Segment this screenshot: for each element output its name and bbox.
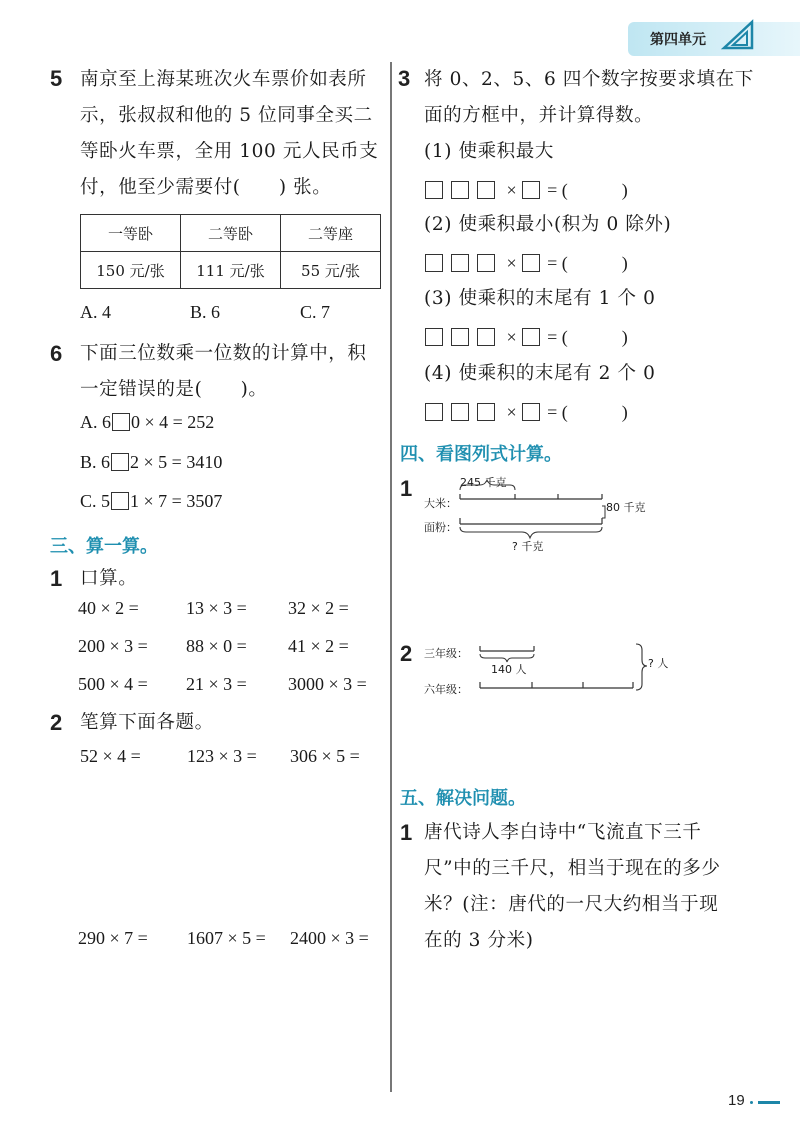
table-header-cell: 一等卧 [81, 215, 181, 252]
fare-table [80, 214, 381, 289]
blank-box[interactable] [451, 254, 469, 272]
calc-item: 21 × 3 = [186, 674, 247, 694]
box-row: × = ( ) [424, 398, 628, 424]
blank-box[interactable] [522, 328, 540, 346]
calc-item: 88 × 0 = [186, 636, 247, 656]
blank-box[interactable] [451, 181, 469, 199]
unknown-weight-label: ? 千克 [512, 540, 544, 553]
question-5-text: 南京至上海某班次火车票价如表所 示，张叔叔和他的 5 位同事全买二 等卧火车票，全用 100 元人民币支 付，他至少需要付( ) 张。 [80, 69, 379, 198]
sub-question: (3) 使乘积的末尾有 1 个 0 [424, 288, 656, 309]
grade3-label: 三年级： [424, 647, 468, 660]
question-number: 1 [400, 476, 413, 501]
unit-label: 第四单元 [650, 32, 706, 48]
box-row: × = ( ) [424, 323, 628, 349]
calc-item: 52 × 4 = [80, 746, 141, 766]
option-a: A. 4 [80, 302, 111, 322]
segment-diagram-1 [450, 472, 670, 542]
option-a: A. 6 0 × 4 = 252 [80, 412, 215, 432]
question-3-text: 将 0、2、5、6 四个数字按要求填在下 面的方框中，并计算得数。 [424, 69, 754, 126]
box-row: × = ( ) [424, 249, 628, 275]
option-c: C. 5 1 × 7 = 3507 [80, 491, 223, 511]
extra-weight-label: 80 千克 [606, 501, 646, 514]
question-title: 笔算下面各题。 [80, 712, 214, 733]
box-row: × = ( ) [424, 176, 628, 202]
calc-item: 500 × 4 = [78, 674, 148, 694]
column-divider [390, 62, 392, 1092]
calc-item: 40 × 2 = [78, 598, 139, 618]
grade3-count-label: 140 人 [491, 663, 527, 676]
option-c: C. 7 [300, 302, 331, 322]
table-header-cell: 二等座 [281, 215, 381, 252]
table-cell: 111 元/张 [181, 252, 281, 289]
calc-item: 41 × 2 = [288, 636, 349, 656]
question-number: 2 [50, 710, 63, 735]
table-cell: 150 元/张 [81, 252, 181, 289]
blank-box[interactable] [477, 403, 495, 421]
blank-box[interactable] [451, 328, 469, 346]
option-b: B. 6 [190, 302, 221, 322]
blank-box[interactable] [451, 403, 469, 421]
calc-item: 2400 × 3 = [290, 928, 369, 948]
calc-item: 306 × 5 = [290, 746, 360, 766]
blank-box[interactable] [111, 453, 129, 471]
sub-question: (2) 使乘积最小(积为 0 除外) [424, 214, 672, 235]
ruler-triangle-icon [720, 18, 760, 52]
blank-box[interactable] [522, 181, 540, 199]
blank-box[interactable] [425, 254, 443, 272]
question-number: 2 [400, 641, 413, 666]
section-title: 四、看图列式计算。 [400, 444, 562, 465]
question-number: 3 [398, 66, 411, 91]
blank-box[interactable] [425, 403, 443, 421]
question-6-text: 下面三位数乘一位数的计算中，积 一定错误的是( )。 [80, 343, 367, 400]
calc-item: 3000 × 3 = [288, 674, 367, 694]
section-title: 五、解决问题。 [400, 788, 526, 809]
grade6-label: 六年级： [424, 683, 468, 696]
question-number: 5 [50, 66, 63, 91]
flour-label: 面粉： [424, 521, 457, 534]
blank-box[interactable] [477, 328, 495, 346]
blank-box[interactable] [477, 181, 495, 199]
problem-1-text: 唐代诗人李白诗中“飞流直下三千 尺”中的三千尺，相当于现在的多少 米？(注：唐代的一尺大约相当于现 在的 3 分米) [424, 822, 721, 951]
blank-box[interactable] [425, 181, 443, 199]
calc-item: 1607 × 5 = [187, 928, 266, 948]
question-number: 1 [400, 820, 413, 845]
calc-item: 200 × 3 = [78, 636, 148, 656]
blank-box[interactable] [522, 254, 540, 272]
blank-box[interactable] [112, 413, 130, 431]
page-bar [758, 1101, 780, 1104]
blank-box[interactable] [111, 492, 129, 510]
table-cell: 55 元/张 [281, 252, 381, 289]
table-header-cell: 二等卧 [181, 215, 281, 252]
mental-calc-grid [78, 598, 388, 712]
blank-box[interactable] [425, 328, 443, 346]
sub-question: (4) 使乘积的末尾有 2 个 0 [424, 363, 656, 384]
calc-item: 123 × 3 = [187, 746, 257, 766]
calc-item: 13 × 3 = [186, 598, 247, 618]
question-title: 口算。 [80, 568, 138, 589]
question-number: 6 [50, 341, 63, 366]
rice-weight-label: 245 千克 [460, 476, 507, 489]
calc-item: 32 × 2 = [288, 598, 349, 618]
segment-diagram-2 [470, 640, 690, 700]
rice-label: 大米： [424, 497, 457, 510]
question-number: 1 [50, 566, 63, 591]
option-b: B. 6 2 × 5 = 3410 [80, 452, 223, 472]
page-number: 19 [728, 1092, 745, 1109]
unknown-people-label: ? 人 [648, 657, 669, 670]
calc-item: 290 × 7 = [78, 928, 148, 948]
blank-box[interactable] [477, 254, 495, 272]
blank-box[interactable] [522, 403, 540, 421]
page-dot [750, 1101, 753, 1104]
sub-question: (1) 使乘积最大 [424, 141, 554, 162]
section-title: 三、算一算。 [50, 536, 158, 557]
